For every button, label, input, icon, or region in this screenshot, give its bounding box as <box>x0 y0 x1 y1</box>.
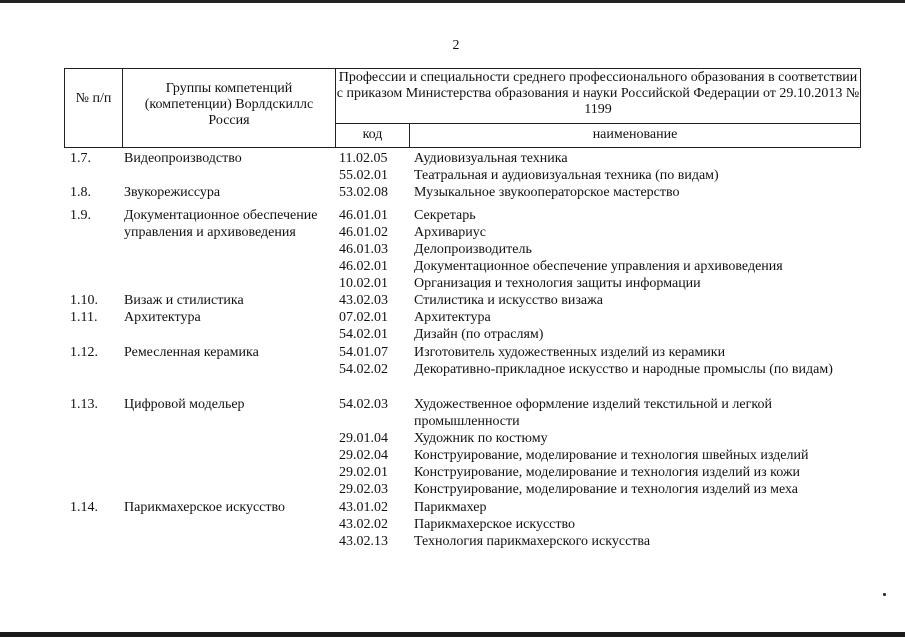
row-name: Аудиовизуальная техника <box>414 151 568 166</box>
row-num: 1.7. <box>70 151 91 166</box>
row-name: Художественное оформление изделий текстильной и легкой промышленности <box>414 397 772 429</box>
row-num: 1.14. <box>70 500 98 515</box>
row-code: 07.02.01 <box>339 310 388 325</box>
row-num: 1.11. <box>70 310 98 325</box>
row-num: 1.13. <box>70 397 98 412</box>
row-num: 1.12. <box>70 345 98 360</box>
row-name: Дизайн (по отраслям) <box>414 327 544 342</box>
row-group: Парикмахерское искусство <box>124 500 286 515</box>
row-num: 1.10. <box>70 293 98 308</box>
row-name: Музыкальное звукооператорское мастерство <box>414 185 680 200</box>
row-code: 43.02.03 <box>339 293 388 308</box>
row-group: Цифровой модельер <box>124 397 245 412</box>
header-divider-subheader <box>335 123 860 124</box>
row-code: 10.02.01 <box>339 276 388 291</box>
row-group: Визаж и стилистика <box>124 293 244 308</box>
row-name: Организация и технология защиты информации <box>414 276 701 291</box>
header-num: № п/п <box>75 91 112 106</box>
table-header <box>64 68 861 148</box>
row-code: 53.02.08 <box>339 185 388 200</box>
row-code: 46.01.03 <box>339 242 388 257</box>
row-code: 46.01.02 <box>339 225 388 240</box>
row-code: 46.02.01 <box>339 259 388 274</box>
row-name: Технология парикмахерского искусства <box>414 534 651 549</box>
scan-bottom-border <box>0 632 905 637</box>
scan-speck <box>883 593 886 596</box>
row-group: Звукорежиссура <box>124 185 221 200</box>
row-code: 29.02.03 <box>339 482 388 497</box>
row-num: 1.8. <box>70 185 91 200</box>
row-code: 29.01.04 <box>339 431 388 446</box>
row-name: Документационное обеспечение управления и архивоведения <box>414 259 783 274</box>
row-code: 43.02.02 <box>339 517 388 532</box>
header-name: наименование <box>592 127 678 142</box>
row-group: Ремесленная керамика <box>124 345 259 360</box>
row-code: 29.02.04 <box>339 448 388 463</box>
row-code: 54.02.01 <box>339 327 388 342</box>
row-group: Архитектура <box>124 310 201 325</box>
row-code: 29.02.01 <box>339 465 388 480</box>
row-name: Конструирование, моделирование и технология изделий из кожи <box>414 465 801 480</box>
row-code: 11.02.05 <box>339 151 388 166</box>
row-num: 1.9. <box>70 208 91 223</box>
row-name: Изготовитель художественных изделий из керамики <box>414 345 726 360</box>
row-name: Секретарь <box>414 208 476 223</box>
header-professions: Профессии и специальности среднего профессионального образования в соответствии с приказом Министерства образования и науки Российской Федерации от 29.10.2013 № 1199 <box>336 70 860 117</box>
row-group: Видеопроизводство <box>124 151 242 166</box>
row-name: Делопроизводитель <box>414 242 532 257</box>
row-name: Парикмахер <box>414 500 487 515</box>
row-group: Документационное обеспечение управления и архивоведения <box>124 208 318 240</box>
row-code: 54.01.07 <box>339 345 388 360</box>
row-name: Театральная и аудиовизуальная техника (по видам) <box>414 168 719 183</box>
page-number: 2 <box>452 38 460 53</box>
row-code: 55.02.01 <box>339 168 388 183</box>
row-name: Художник по костюму <box>414 431 548 446</box>
row-name: Конструирование, моделирование и технология швейных изделий <box>414 448 809 463</box>
header-group: Группы компетенций (компетенции) Ворлдскиллс Россия <box>144 81 314 128</box>
row-name: Парикмахерское искусство <box>414 517 576 532</box>
row-name: Стилистика и искусство визажа <box>414 293 603 308</box>
header-code: код <box>362 127 383 142</box>
row-code: 54.02.02 <box>339 362 388 377</box>
row-code: 46.01.01 <box>339 208 388 223</box>
row-name: Архитектура <box>414 310 491 325</box>
row-name: Декоративно-прикладное искусство и народные промыслы (по видам) <box>414 362 833 377</box>
row-code: 43.01.02 <box>339 500 388 515</box>
row-name: Конструирование, моделирование и технология изделий из меха <box>414 482 799 497</box>
row-code: 54.02.03 <box>339 397 388 412</box>
row-code: 43.02.13 <box>339 534 388 549</box>
scan-top-border <box>0 0 905 3</box>
row-name: Архивариус <box>414 225 486 240</box>
